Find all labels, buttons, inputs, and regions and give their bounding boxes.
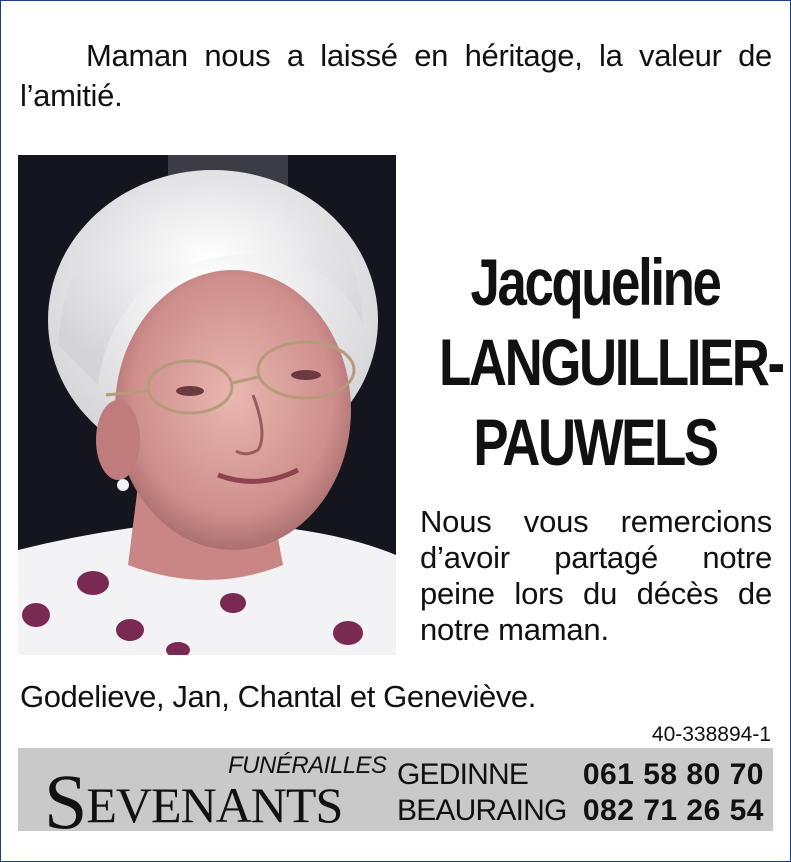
first-name: Jacqueline — [470, 245, 720, 319]
portrait-photo — [18, 155, 396, 655]
reference-number: 40-338894-1 — [651, 723, 771, 746]
family-signers: Godelieve, Jan, Chantal et Geneviève. — [20, 679, 536, 714]
funeral-home-tagline: FUNÉRAILLES — [228, 752, 387, 779]
last-name-line-1: LANGUILLIER- — [439, 325, 783, 399]
office-city-beauraing: BEAURAING — [397, 794, 567, 827]
logo-name: EVENANTS — [86, 777, 343, 833]
office-city-gedinne: GEDINNE — [397, 758, 529, 791]
deceased-name — [439, 242, 783, 482]
last-name-line-2: PAUWELS — [473, 405, 717, 479]
logo-initial: S — [44, 758, 87, 845]
office-phone-gedinne[interactable]: 061 58 80 70 — [582, 758, 764, 791]
thanks-message: Nous vous remercions d’avoir partagé notre peine lors du décès de notre maman. — [420, 504, 772, 647]
office-phone-beauraing[interactable]: 082 71 26 54 — [582, 794, 764, 827]
memorial-quote: Maman nous a laissé en héritage, la valeur de l’amitié. — [20, 38, 772, 113]
